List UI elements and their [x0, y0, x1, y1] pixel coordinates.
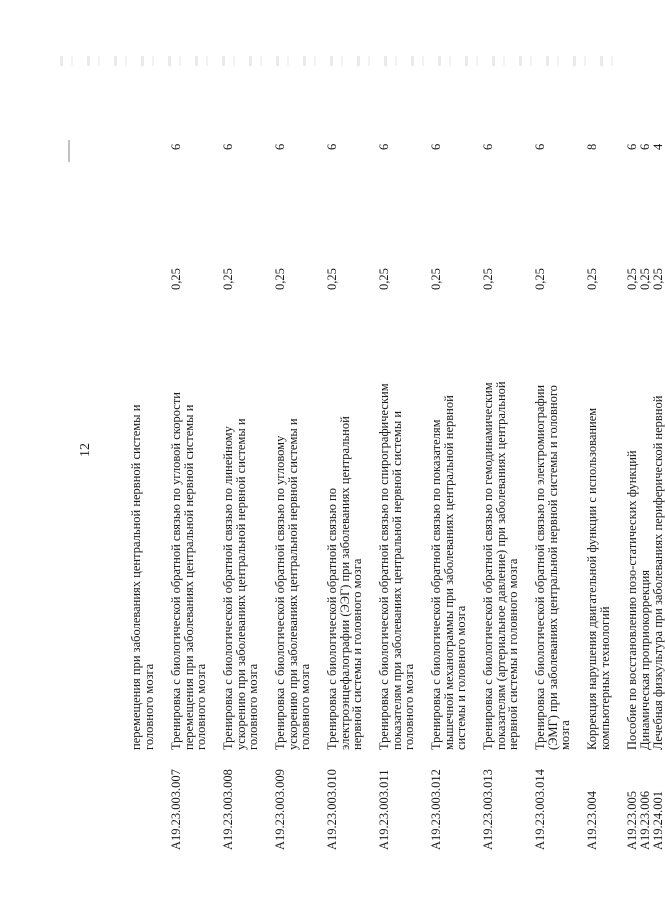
scan-mark [68, 140, 70, 162]
service-name [586, 298, 611, 750]
service-name [130, 298, 155, 750]
frequency-coefficient: 0,25 [377, 268, 391, 290]
service-name-line: Лечебная физкультура при заболеваниях периферической нервной [651, 395, 665, 750]
service-name-line: системы и головного мозга [454, 605, 469, 750]
service-code: A19.23.003.010 [325, 769, 339, 850]
procedure-count: 6 [429, 143, 443, 150]
service-name-line: электроэнцефалографии (ЭЭГ) при заболеваниях центральной [337, 416, 352, 750]
procedure-count: 6 [325, 143, 339, 150]
service-name-line: ускорению при заболеваниях центральной нервной системы и [285, 418, 300, 750]
procedure-count: 6 [625, 143, 639, 150]
procedure-count: 6 [221, 143, 235, 150]
service-name-line: Тренировка с биологической обратной связью по [325, 488, 339, 750]
service-name-line: головного мозга [246, 663, 261, 750]
service-name-line: мозга [558, 720, 573, 750]
service-name-line: Тренировка с биологической обратной связью по линейному [221, 426, 235, 750]
frequency-coefficient: 0,25 [625, 268, 639, 290]
procedure-count: 6 [533, 143, 547, 150]
service-code: A19.23.003.012 [429, 769, 443, 850]
service-name-line: компьютерных технологий [597, 606, 612, 750]
service-name-line: Пособие по восстановлению позо-статических функций [625, 450, 639, 750]
service-code: A19.23.003.008 [221, 769, 235, 850]
service-code: A19.24.001 [651, 790, 665, 850]
service-name [430, 298, 468, 750]
service-name-line: ускорению при заболеваниях центральной нервной системы и [233, 418, 248, 750]
service-name-line: головного мозга [298, 663, 313, 750]
service-name-line: показателям (артериальное давление) при заболеваниях центральной [493, 381, 508, 750]
frequency-coefficient: 0,25 [221, 268, 235, 290]
service-name [652, 298, 665, 750]
service-name-line: нервной системы и головного мозга [350, 558, 365, 750]
frequency-coefficient: 0,25 [325, 268, 339, 290]
service-name-line: Тренировка с биологической обратной связью по спирографическим [377, 383, 391, 750]
service-name-line: (ЭМГ) при заболеваниях центральной нервной системы и головного [545, 385, 560, 750]
service-code: A19.23.003.013 [481, 769, 495, 850]
procedure-count: 6 [273, 143, 287, 150]
service-name-line: головного мозга [141, 663, 156, 750]
service-name [274, 298, 312, 750]
frequency-coefficient: 0,25 [481, 268, 495, 290]
page-number: 12 [78, 443, 93, 457]
service-code: A19.23.003.007 [169, 769, 183, 850]
frequency-coefficient: 0,25 [169, 268, 183, 290]
service-name-line: мышечной механограммы при заболеваниях центральной нервной [441, 395, 456, 750]
procedure-count: 4 [651, 143, 665, 150]
service-name-line: головного мозга [194, 663, 209, 750]
frequency-coefficient: 0,25 [429, 268, 443, 290]
document-page [78, 50, 665, 850]
service-name-line: нервной системы и головного мозга [506, 558, 521, 750]
frequency-coefficient: 0,25 [638, 268, 652, 290]
procedure-count: 6 [169, 143, 183, 150]
service-name-line: Тренировка с биологической обратной связью по электромиографии [533, 384, 547, 750]
service-code: A19.23.003.009 [273, 769, 287, 850]
frequency-coefficient: 0,25 [585, 268, 599, 290]
service-name-line: Динамическая проприокоррекция [638, 569, 652, 750]
service-code: A19.23.003.011 [377, 769, 391, 850]
procedure-count: 6 [638, 143, 652, 150]
procedure-count: 8 [585, 143, 599, 150]
service-name-line: Тренировка с биологической обратной связью по угловой скорости [169, 392, 183, 750]
service-code: A19.23.006 [638, 790, 652, 850]
service-code: A19.23.003.014 [533, 769, 547, 850]
frequency-coefficient: 0,25 [273, 268, 287, 290]
service-name-line: Тренировка с биологической обратной связью по показателям [429, 419, 443, 750]
service-name [222, 298, 260, 750]
service-name [626, 298, 639, 750]
service-name-line: Тренировка с биологической обратной связью по угловому [273, 435, 287, 750]
service-name [482, 298, 520, 750]
frequency-coefficient: 0,25 [651, 268, 665, 290]
service-name-line: головного мозга [402, 663, 417, 750]
service-code: A19.23.005 [625, 790, 639, 850]
procedure-count: 6 [377, 143, 391, 150]
service-name-line: перемещения при заболеваниях центральной нервной системы и [181, 404, 196, 750]
frequency-coefficient: 0,25 [533, 268, 547, 290]
service-name-line: показателям при заболеваниях центральной нервной системы и [389, 410, 404, 750]
service-name-line: Коррекция нарушения двигательной функции с использованием [585, 407, 599, 750]
service-name [534, 298, 572, 750]
service-code: A19.23.004 [585, 790, 599, 850]
service-name-line: перемещения при заболеваниях центральной нервной системы и [129, 404, 143, 750]
service-name [639, 298, 652, 750]
procedure-count: 6 [481, 143, 495, 150]
service-name [378, 298, 416, 750]
service-name [170, 298, 208, 750]
service-name [326, 298, 364, 750]
service-name-line: Тренировка с биологической обратной связью по гемодинамическим [481, 382, 495, 750]
